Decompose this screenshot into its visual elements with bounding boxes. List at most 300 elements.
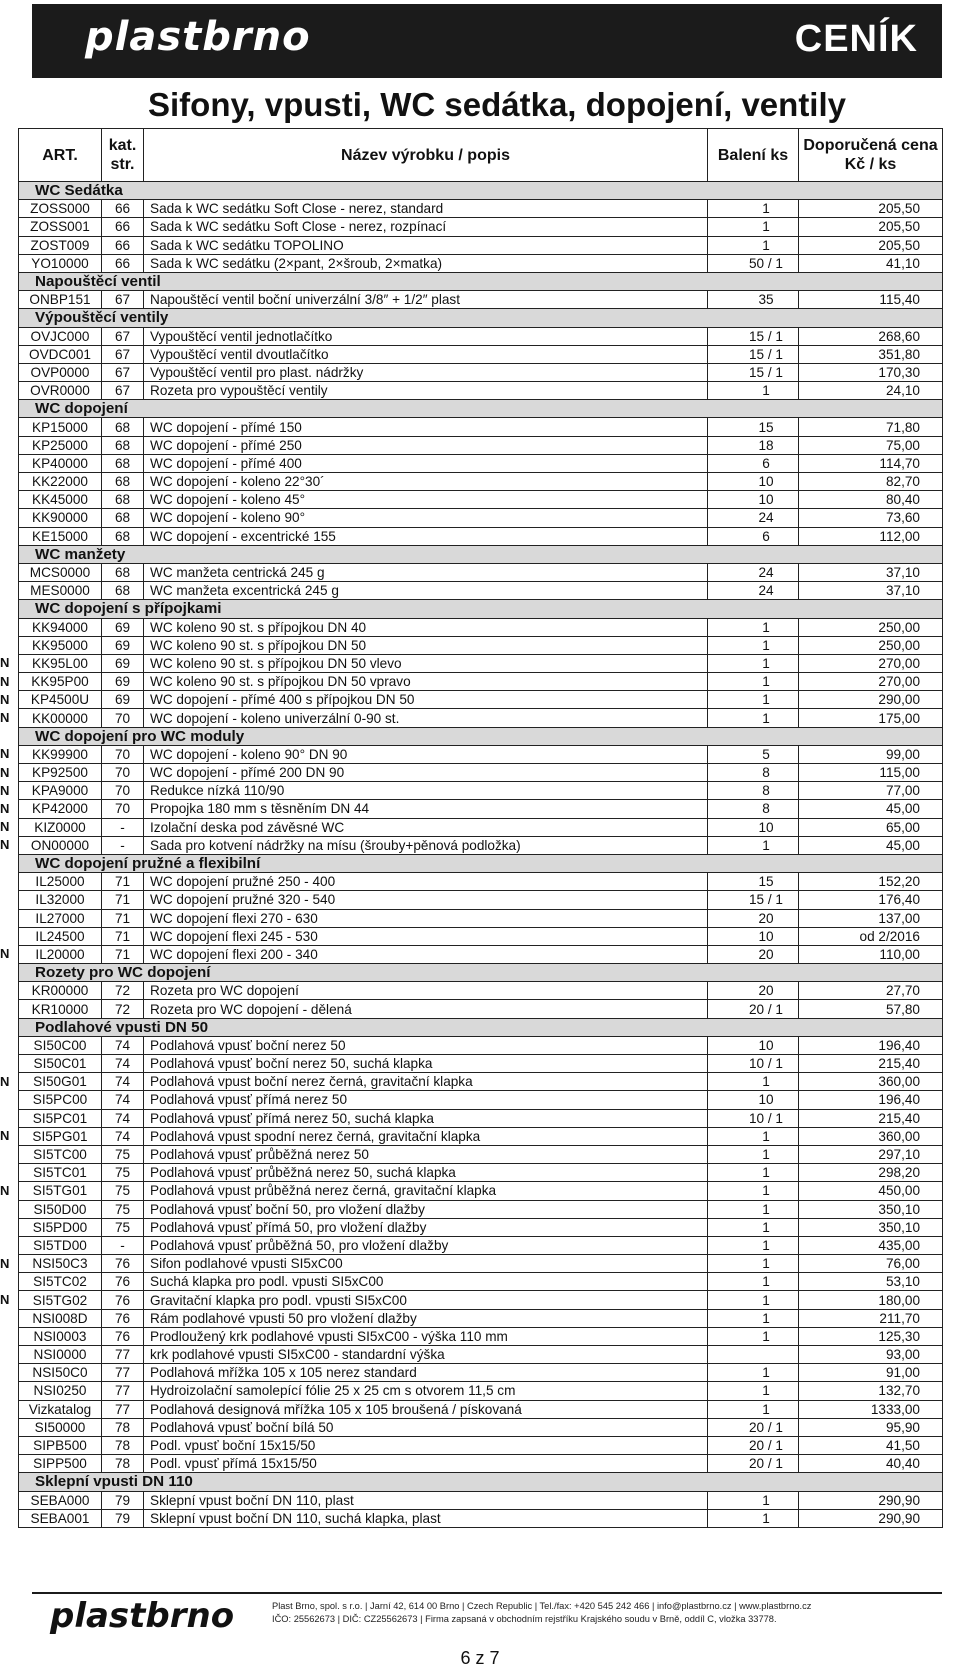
cell-kat: 67 <box>102 327 144 345</box>
cell-art: KK99900 <box>19 745 102 763</box>
cell-kat: 76 <box>102 1309 144 1327</box>
table-row <box>19 1418 943 1436</box>
cell-kat: 76 <box>102 1273 144 1291</box>
cell-art: KK90000 <box>19 509 102 527</box>
cell-name: Podlahová vpusť průběžná nerez 50, suchá klapka <box>144 1164 708 1182</box>
cell-name: WC dopojení - přímé 250 <box>144 436 708 454</box>
cell-pack: 1 <box>708 236 799 254</box>
section-header <box>19 272 943 290</box>
cell-art: ZOSS000 <box>19 200 102 218</box>
cell-price: 41,10 <box>799 254 943 272</box>
cell-kat: 75 <box>102 1145 144 1163</box>
cell-art: SI5TC00 <box>19 1145 102 1163</box>
cell-art: ZOSS001 <box>19 218 102 236</box>
cell-price: 71,80 <box>799 418 943 436</box>
table-row <box>19 1182 943 1200</box>
cell-pack: 10 <box>708 1036 799 1054</box>
cell-kat: 76 <box>102 1255 144 1273</box>
cell-kat: 72 <box>102 982 144 1000</box>
cell-price: 132,70 <box>799 1382 943 1400</box>
cell-kat: 68 <box>102 418 144 436</box>
cell-name: WC dopojení pružné 250 - 400 <box>144 873 708 891</box>
cell-name: Podlahová vpusť přímá nerez 50 <box>144 1091 708 1109</box>
cell-art: SI5TD00 <box>19 1236 102 1254</box>
cell-name: Sada k WC sedátku Soft Close - nerez, standard <box>144 200 708 218</box>
table-row <box>19 636 943 654</box>
cell-price: 53,10 <box>799 1273 943 1291</box>
cell-kat: 75 <box>102 1218 144 1236</box>
new-item-flag: N <box>0 1073 10 1089</box>
section-title: WC dopojení s přípojkami <box>19 600 943 618</box>
cell-price: 205,50 <box>799 236 943 254</box>
cell-name: WC dopojení - přímé 400 s přípojkou DN 50 <box>144 691 708 709</box>
cell-art: NSI0000 <box>19 1346 102 1364</box>
cell-art: KK00000 <box>19 709 102 727</box>
cell-name: WC dopojení - koleno 90° <box>144 509 708 527</box>
cell-price: 435,00 <box>799 1236 943 1254</box>
cell-name: Podlahová vpusť boční nerez 50, suchá klapka <box>144 1055 708 1073</box>
cell-kat: 67 <box>102 291 144 309</box>
cell-name: WC dopojení flexi 245 - 530 <box>144 927 708 945</box>
table-row <box>19 236 943 254</box>
cell-art: OVDC001 <box>19 345 102 363</box>
cell-pack: 1 <box>708 654 799 672</box>
cell-kat: 75 <box>102 1182 144 1200</box>
new-item-flag: N <box>0 1291 10 1307</box>
cell-name: Gravitační klapka pro podl. vpusti SI5xC00 <box>144 1291 708 1309</box>
new-item-flag: N <box>0 1128 10 1144</box>
cell-price: 205,50 <box>799 218 943 236</box>
cell-kat: 75 <box>102 1164 144 1182</box>
header-banner <box>32 4 942 78</box>
table-row <box>19 782 943 800</box>
cell-kat: 68 <box>102 436 144 454</box>
cell-price: 270,00 <box>799 654 943 672</box>
cell-kat: 69 <box>102 691 144 709</box>
cell-name: WC koleno 90 st. s přípojkou DN 40 <box>144 618 708 636</box>
cell-name: Vypouštěcí ventil dvoutlačítko <box>144 345 708 363</box>
cell-name: Rám podlahové vpusti 50 pro vložení dlažby <box>144 1309 708 1327</box>
section-header <box>19 964 943 982</box>
table-row <box>19 218 943 236</box>
cell-name: Podl. vpusť přímá 15x15/50 <box>144 1455 708 1473</box>
table-row <box>19 1509 943 1527</box>
cell-name: WC manžeta excentrická 245 g <box>144 582 708 600</box>
cell-kat: - <box>102 836 144 854</box>
cell-pack: 1 <box>708 1164 799 1182</box>
cell-price: 114,70 <box>799 454 943 472</box>
cell-kat: 77 <box>102 1346 144 1364</box>
cell-pack: 1 <box>708 1273 799 1291</box>
cell-pack: 20 / 1 <box>708 1418 799 1436</box>
cell-name: Rozeta pro vypouštěcí ventily <box>144 382 708 400</box>
cell-pack: 15 / 1 <box>708 327 799 345</box>
cell-kat: 71 <box>102 945 144 963</box>
cell-price: 205,50 <box>799 200 943 218</box>
table-row <box>19 1145 943 1163</box>
cell-kat: - <box>102 1236 144 1254</box>
cell-name: WC dopojení pružné 320 - 540 <box>144 891 708 909</box>
cell-price: 298,20 <box>799 1164 943 1182</box>
cell-name: Sada pro kotvení nádržky na mísu (šrouby+pěnová podložka) <box>144 836 708 854</box>
cell-pack: 20 <box>708 909 799 927</box>
cell-art: IL24500 <box>19 927 102 945</box>
cell-name: Podlahová vpusť boční bílá 50 <box>144 1418 708 1436</box>
new-item-flag: N <box>0 837 10 853</box>
brand-logo: plastbrno <box>85 14 311 60</box>
cell-art: SIPB500 <box>19 1436 102 1454</box>
cell-price: 196,40 <box>799 1091 943 1109</box>
table-row <box>19 327 943 345</box>
cell-art: KPA9000 <box>19 782 102 800</box>
section-header <box>19 400 943 418</box>
cell-name: Hydroizolační samolepící fólie 25 x 25 cm s otvorem 11,5 cm <box>144 1382 708 1400</box>
cell-name: krk podlahové vpusti SI5xC00 - standardní výška <box>144 1346 708 1364</box>
company-address: Plast Brno, spol. s r.o. | Jarní 42, 614 00 Brno | Czech Republic | Tel./fax: +420 545 242 466 | info@plastbrno.cz | www.plastbrno.cz <box>272 1601 812 1611</box>
cell-pack: 15 <box>708 418 799 436</box>
table-row <box>19 1400 943 1418</box>
cell-name: Vypouštěcí ventil pro plast. nádržky <box>144 363 708 381</box>
table-row <box>19 1127 943 1145</box>
table-row <box>19 418 943 436</box>
cell-art: KP42000 <box>19 800 102 818</box>
table-row <box>19 800 943 818</box>
section-header <box>19 1018 943 1036</box>
cell-art: KE15000 <box>19 527 102 545</box>
section-title: WC Sedátka <box>19 182 943 200</box>
cell-pack: 10 / 1 <box>708 1109 799 1127</box>
cell-name: WC manžeta centrická 245 g <box>144 563 708 581</box>
cell-price: 24,10 <box>799 382 943 400</box>
table-row <box>19 818 943 836</box>
cell-pack: 1 <box>708 1291 799 1309</box>
cell-pack: 6 <box>708 527 799 545</box>
section-header <box>19 854 943 872</box>
cell-pack: 1 <box>708 673 799 691</box>
cell-pack: 15 / 1 <box>708 345 799 363</box>
table-row <box>19 745 943 763</box>
cell-kat: 71 <box>102 873 144 891</box>
cell-price: 45,00 <box>799 836 943 854</box>
cell-name: WC dopojení flexi 270 - 630 <box>144 909 708 927</box>
section-header <box>19 182 943 200</box>
table-row <box>19 691 943 709</box>
cell-art: SI5TC02 <box>19 1273 102 1291</box>
cell-art: KIZ0000 <box>19 818 102 836</box>
cell-art: SI5PD00 <box>19 1218 102 1236</box>
table-row <box>19 291 943 309</box>
cell-art: SI50C00 <box>19 1036 102 1054</box>
cell-kat: 68 <box>102 454 144 472</box>
cell-art: KK95P00 <box>19 673 102 691</box>
cell-kat: 66 <box>102 218 144 236</box>
cell-name: Podlahová vpusť průběžná 50, pro vložení dlažby <box>144 1236 708 1254</box>
cell-price: 360,00 <box>799 1073 943 1091</box>
table-row <box>19 473 943 491</box>
table-row <box>19 1218 943 1236</box>
cell-art: KP4500U <box>19 691 102 709</box>
cell-price: 110,00 <box>799 945 943 963</box>
new-item-flag: N <box>0 709 10 725</box>
section-header <box>19 1473 943 1491</box>
cell-name: WC dopojení - přímé 150 <box>144 418 708 436</box>
cell-pack: 1 <box>708 1382 799 1400</box>
cell-price: 37,10 <box>799 582 943 600</box>
cell-art: IL27000 <box>19 909 102 927</box>
cell-art: Vizkatalog <box>19 1400 102 1418</box>
cell-price: 175,00 <box>799 709 943 727</box>
cell-name: Rozeta pro WC dopojení <box>144 982 708 1000</box>
cell-name: WC dopojení flexi 200 - 340 <box>144 945 708 963</box>
new-item-flag: N <box>0 782 10 798</box>
cell-kat: 69 <box>102 673 144 691</box>
cell-price: 99,00 <box>799 745 943 763</box>
cell-art: KP40000 <box>19 454 102 472</box>
pricelist-label: CENÍK <box>794 18 918 60</box>
cell-kat: 79 <box>102 1509 144 1527</box>
cell-kat: 66 <box>102 200 144 218</box>
table-row <box>19 1236 943 1254</box>
table-row <box>19 873 943 891</box>
cell-pack: 1 <box>708 1255 799 1273</box>
cell-art: KK95L00 <box>19 654 102 672</box>
cell-name: WC koleno 90 st. s přípojkou DN 50 vlevo <box>144 654 708 672</box>
cell-art: KK94000 <box>19 618 102 636</box>
cell-name: Podlahová vpusť boční 50, pro vložení dlažby <box>144 1200 708 1218</box>
cell-kat: 72 <box>102 1000 144 1018</box>
cell-price: 115,00 <box>799 764 943 782</box>
new-item-flag: N <box>0 1182 10 1198</box>
cell-name: Sklepní vpust boční DN 110, suchá klapka, plast <box>144 1509 708 1527</box>
table-row <box>19 363 943 381</box>
table-row <box>19 1436 943 1454</box>
page-title: Sifony, vpusti, WC sedátka, dopojení, ventily <box>148 86 846 123</box>
cell-art: NSI50C0 <box>19 1364 102 1382</box>
cell-art: SI5TG02 <box>19 1291 102 1309</box>
cell-name: WC koleno 90 st. s přípojkou DN 50 vpravo <box>144 673 708 691</box>
cell-kat: 69 <box>102 636 144 654</box>
cell-pack: 1 <box>708 691 799 709</box>
table-row <box>19 1091 943 1109</box>
cell-price: 215,40 <box>799 1055 943 1073</box>
company-info <box>272 1600 940 1626</box>
cell-pack: 1 <box>708 1364 799 1382</box>
table-row <box>19 1291 943 1309</box>
cell-price: 125,30 <box>799 1327 943 1345</box>
company-registration: IČO: 25562673 | DIČ: CZ25562673 | Firma zapsaná v obchodním rejstříku Krajského soudu v Brně, oddíl C, vložka 33778. <box>272 1614 777 1624</box>
cell-kat: 68 <box>102 491 144 509</box>
cell-price: 65,00 <box>799 818 943 836</box>
cell-name: WC dopojení - přímé 200 DN 90 <box>144 764 708 782</box>
cell-price: 350,10 <box>799 1200 943 1218</box>
cell-pack: 35 <box>708 291 799 309</box>
cell-name: Podlahová designová mřížka 105 x 105 broušená / pískovaná <box>144 1400 708 1418</box>
table-row <box>19 509 943 527</box>
cell-price: 196,40 <box>799 1036 943 1054</box>
cell-art: OVP0000 <box>19 363 102 381</box>
cell-pack: 18 <box>708 436 799 454</box>
col-pack: Balení ks <box>708 129 799 182</box>
cell-art: SI5TC01 <box>19 1164 102 1182</box>
cell-kat: 68 <box>102 582 144 600</box>
cell-art: KP92500 <box>19 764 102 782</box>
table-row <box>19 1073 943 1091</box>
col-price: Doporučená cena Kč / ks <box>799 129 943 182</box>
cell-name: Podlahová vpust spodní nerez černá, gravitační klapka <box>144 1127 708 1145</box>
cell-pack: 10 <box>708 473 799 491</box>
section-title: Podlahové vpusti DN 50 <box>19 1018 943 1036</box>
cell-pack: 8 <box>708 800 799 818</box>
cell-kat: 77 <box>102 1364 144 1382</box>
table-row <box>19 436 943 454</box>
cell-name: Sada k WC sedátku TOPOLINO <box>144 236 708 254</box>
cell-name: Propojka 180 mm s těsněním DN 44 <box>144 800 708 818</box>
cell-art: SIPP500 <box>19 1455 102 1473</box>
cell-price: 82,70 <box>799 473 943 491</box>
cell-kat: 67 <box>102 345 144 363</box>
cell-name: Sifon podlahové vpusti SI5xC00 <box>144 1255 708 1273</box>
cell-pack: 1 <box>708 1182 799 1200</box>
cell-name: Podlahová mřížka 105 x 105 nerez standard <box>144 1364 708 1382</box>
cell-price: 91,00 <box>799 1364 943 1382</box>
cell-price: 250,00 <box>799 618 943 636</box>
cell-price: 76,00 <box>799 1255 943 1273</box>
cell-price: 268,60 <box>799 327 943 345</box>
table-row <box>19 1327 943 1345</box>
cell-name: Prodloužený krk podlahové vpusti SI5xC00 - výška 110 mm <box>144 1327 708 1345</box>
table-row <box>19 382 943 400</box>
cell-kat: 68 <box>102 509 144 527</box>
cell-price: 80,40 <box>799 491 943 509</box>
section-title: Napouštěcí ventil <box>19 272 943 290</box>
cell-kat: 74 <box>102 1073 144 1091</box>
footer <box>32 1592 942 1636</box>
cell-kat: 71 <box>102 909 144 927</box>
cell-price: 211,70 <box>799 1309 943 1327</box>
cell-pack: 1 <box>708 636 799 654</box>
table-row <box>19 709 943 727</box>
table-row <box>19 927 943 945</box>
cell-art: NSI50C3 <box>19 1255 102 1273</box>
table-row <box>19 1164 943 1182</box>
cell-kat: 74 <box>102 1091 144 1109</box>
cell-kat: 70 <box>102 709 144 727</box>
table-row <box>19 491 943 509</box>
cell-pack: 20 <box>708 982 799 1000</box>
table-row <box>19 345 943 363</box>
col-art: ART. <box>19 129 102 182</box>
cell-pack: 24 <box>708 582 799 600</box>
cell-pack: 1 <box>708 200 799 218</box>
table-row <box>19 1036 943 1054</box>
page-number: 6 z 7 <box>460 1648 500 1668</box>
cell-price: 57,80 <box>799 1000 943 1018</box>
cell-name: WC dopojení - koleno 45° <box>144 491 708 509</box>
cell-art: OVJC000 <box>19 327 102 345</box>
table-row <box>19 254 943 272</box>
cell-art: SI5TG01 <box>19 1182 102 1200</box>
cell-price: 115,40 <box>799 291 943 309</box>
cell-kat: 78 <box>102 1418 144 1436</box>
cell-price: 112,00 <box>799 527 943 545</box>
cell-pack: 1 <box>708 382 799 400</box>
cell-art: SI50000 <box>19 1418 102 1436</box>
cell-price: 290,90 <box>799 1491 943 1509</box>
cell-name: WC dopojení - koleno univerzální 0-90 st. <box>144 709 708 727</box>
cell-price: od 2/2016 <box>799 927 943 945</box>
cell-name: Podl. vpusť boční 15x15/50 <box>144 1436 708 1454</box>
cell-pack: 15 / 1 <box>708 363 799 381</box>
section-header <box>19 545 943 563</box>
cell-art: SEBA001 <box>19 1509 102 1527</box>
cell-name: Sada k WC sedátku (2×pant, 2×šroub, 2×matka) <box>144 254 708 272</box>
table-row <box>19 673 943 691</box>
cell-pack: 1 <box>708 1309 799 1327</box>
new-item-flag: N <box>0 655 10 671</box>
cell-price: 152,20 <box>799 873 943 891</box>
cell-kat: 70 <box>102 764 144 782</box>
cell-kat: 66 <box>102 236 144 254</box>
table-body <box>19 182 943 1528</box>
cell-pack: 5 <box>708 745 799 763</box>
cell-price: 41,50 <box>799 1436 943 1454</box>
cell-art: SI5PC01 <box>19 1109 102 1127</box>
cell-price: 170,30 <box>799 363 943 381</box>
section-title: WC manžety <box>19 545 943 563</box>
new-item-flag: N <box>0 673 10 689</box>
cell-kat: 68 <box>102 473 144 491</box>
section-title: Sklepní vpusti DN 110 <box>19 1473 943 1491</box>
cell-art: SI50C01 <box>19 1055 102 1073</box>
table-row <box>19 654 943 672</box>
cell-pack: 8 <box>708 782 799 800</box>
cell-pack: 20 / 1 <box>708 1436 799 1454</box>
cell-price: 73,60 <box>799 509 943 527</box>
cell-kat: 69 <box>102 654 144 672</box>
new-item-flag: N <box>0 1255 10 1271</box>
cell-art: KK22000 <box>19 473 102 491</box>
new-item-flag: N <box>0 764 10 780</box>
table-row <box>19 945 943 963</box>
cell-price: 297,10 <box>799 1145 943 1163</box>
cell-name: Podlahová vpusť přímá nerez 50, suchá klapka <box>144 1109 708 1127</box>
table-row <box>19 563 943 581</box>
section-header <box>19 727 943 745</box>
cell-pack: 1 <box>708 1491 799 1509</box>
cell-pack: 24 <box>708 509 799 527</box>
cell-price: 351,80 <box>799 345 943 363</box>
cell-art: SI50G01 <box>19 1073 102 1091</box>
cell-price: 450,00 <box>799 1182 943 1200</box>
table-row <box>19 1364 943 1382</box>
cell-price: 250,00 <box>799 636 943 654</box>
table-row <box>19 909 943 927</box>
cell-pack: 10 <box>708 818 799 836</box>
table-row <box>19 1109 943 1127</box>
cell-name: WC dopojení - koleno 90° DN 90 <box>144 745 708 763</box>
cell-pack: 1 <box>708 1200 799 1218</box>
cell-art: SI5PC00 <box>19 1091 102 1109</box>
cell-pack: 10 <box>708 1091 799 1109</box>
cell-art: MES0000 <box>19 582 102 600</box>
cell-name: Podlahová vpust průběžná nerez černá, gravitační klapka <box>144 1182 708 1200</box>
section-title: Výpouštěcí ventily <box>19 309 943 327</box>
cell-pack: 24 <box>708 563 799 581</box>
cell-kat: 70 <box>102 745 144 763</box>
cell-art: SI5PG01 <box>19 1127 102 1145</box>
col-kat: kat. str. <box>102 129 144 182</box>
cell-art: KR00000 <box>19 982 102 1000</box>
